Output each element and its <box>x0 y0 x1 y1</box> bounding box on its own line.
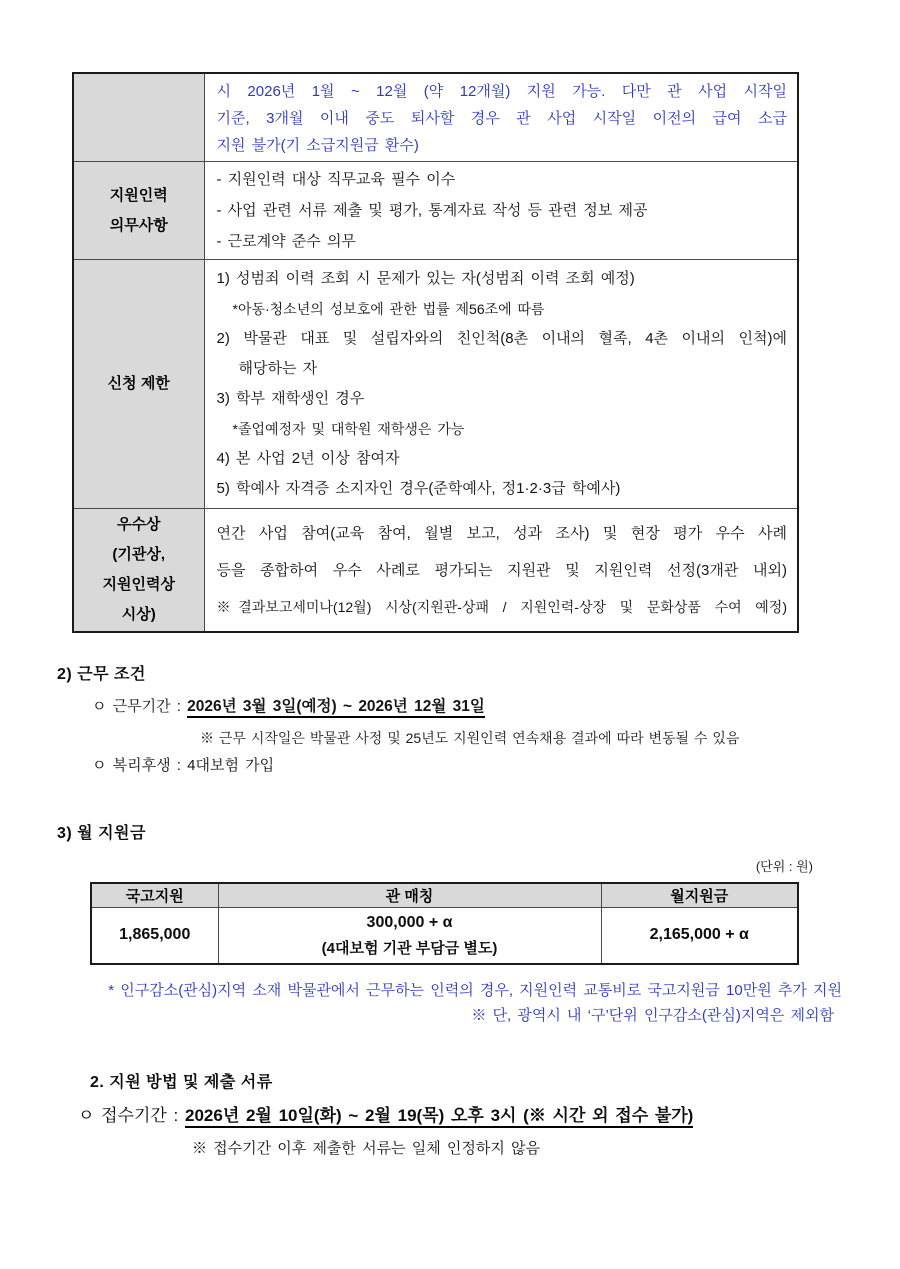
table-row <box>91 908 798 964</box>
text-line: 해당하는 자 <box>238 360 318 377</box>
header-line: 지원인력 <box>109 186 168 204</box>
table1-row1-content <box>204 73 798 162</box>
col-header-matching: 관 매칭 <box>218 883 601 908</box>
national-support-value: 1,865,000 <box>91 908 218 964</box>
table-header-row <box>91 883 798 908</box>
work-conditions-heading: 2) 근무 조건 <box>57 666 146 683</box>
monthly-support-heading: 3) 월 지원금 <box>57 825 146 842</box>
text-line: 등을 종합하여 우수 사례로 평가되는 지원관 및 지원인력 선정(3개관 내외) <box>216 561 787 579</box>
application-note: ※ 접수기간 이후 제출한 서류는 일체 인정하지 않음 <box>192 1140 540 1157</box>
text-line: 3) 학부 재학생인 경우 <box>216 390 365 407</box>
text-line: 4) 본 사업 2년 이상 참여자 <box>216 450 400 467</box>
text-line: 연간 사업 참여(교육 참여, 월별 보고, 성과 조사) 및 현장 평가 우수 사례 <box>216 524 787 542</box>
text-line: *졸업예정자 및 대학원 재학생은 가능 <box>232 421 465 437</box>
text-line: ※결과보고세미나(12월) 시상(지원관-상패 / 지원인력-상장 및 문화상품 수여 예정) <box>216 598 787 615</box>
matching-note: (4대보험 기관 부담금 별도) <box>321 939 498 957</box>
monthly-support-table <box>90 882 799 965</box>
welfare-line: ㅇ 복리후생 : 4대보험 가입 <box>92 757 275 774</box>
text-line: 지원 불가(기 소급지원금 환수) <box>216 137 419 154</box>
depopulation-area-note: * 인구감소(관심)지역 소재 박물관에서 근무하는 인력의 경우, 지원인력 교통비로 국고지원금 10만원 추가 지원 <box>108 982 842 999</box>
col-header-national: 국고지원 <box>91 883 218 908</box>
work-period-value: 2026년 3월 3일(예정) ~ 2026년 12월 31일 <box>187 698 485 718</box>
header-line: 우수상 <box>117 516 161 533</box>
table-row <box>73 162 798 260</box>
table1-row2-content <box>204 162 798 260</box>
text-line: 기준, 3개월 이내 중도 퇴사할 경우 관 사업 시작일 이전의 급여 소급 <box>216 110 787 127</box>
header-line: 의무사항 <box>109 216 168 234</box>
col-header-monthly: 월지원금 <box>601 883 798 908</box>
table1-row3-content <box>204 260 798 509</box>
text-line: 시 2026년 1월 ~ 12월 (약 12개월) 지원 가능. 다만 관 사업 시작일 <box>216 83 787 100</box>
monthly-total-value: 2,165,000 + α <box>601 908 798 964</box>
application-heading: 2. 지원 방법 및 제출 서류 <box>90 1074 273 1091</box>
table1-row1-header-cell <box>73 73 204 162</box>
text-line: *아동·청소년의 성보호에 관한 법률 제56조에 따름 <box>232 301 545 317</box>
text-line: 5) 학예사 자격증 소지자인 경우(준학예사, 정1·2·3급 학예사) <box>216 480 621 497</box>
application-period-line <box>78 1101 693 1126</box>
unit-note: (단위 : 원) <box>755 859 813 874</box>
header-line: 시상) <box>121 606 156 623</box>
matching-amount: 300,000 + α <box>366 913 453 931</box>
work-period-line <box>92 694 485 716</box>
text-line: 1) 성범죄 이력 조회 시 문제가 있는 자(성범죄 이력 조회 예정) <box>216 270 635 287</box>
table1-row4-content <box>204 509 798 633</box>
table1-row3-header-cell: 신청 제한 <box>73 260 204 509</box>
text-line: - 근로계약 준수 의무 <box>216 233 356 250</box>
table-row <box>73 260 798 509</box>
work-period-note: ※ 근무 시작일은 박물관 사정 및 25년도 지원인력 연속채용 결과에 따라 변동될 수 있음 <box>200 730 740 746</box>
application-period-label: ㅇ 접수기간 : <box>78 1106 186 1125</box>
work-period-label: ㅇ 근무기간 : <box>92 698 188 715</box>
table1-row4-header-cell <box>73 509 204 633</box>
table-row <box>73 509 798 633</box>
text-line: - 지원인력 대상 직무교육 필수 이수 <box>216 171 456 188</box>
table-row <box>73 73 798 162</box>
text-line: - 사업 관련 서류 제출 및 평가, 통계자료 작성 등 관련 정보 제공 <box>216 202 648 219</box>
program-info-table <box>72 72 799 633</box>
header-line: (기관상, <box>112 546 166 563</box>
application-period-value: 2026년 2월 10일(화) ~ 2월 19(목) 오후 3시 (※ 시간 외 접수 불가) <box>185 1106 693 1128</box>
depopulation-area-exception-note: ※ 단, 광역시 내 ‘구’단위 인구감소(관심)지역은 제외함 <box>471 1007 834 1024</box>
table1-row2-header-cell <box>73 162 204 260</box>
header-line: 지원인력상 <box>102 576 175 593</box>
text-line: 2) 박물관 대표 및 설립자와의 친인척(8촌 이내의 혈족, 4촌 이내의 인척)에 <box>216 330 787 347</box>
matching-value-cell <box>218 908 601 964</box>
